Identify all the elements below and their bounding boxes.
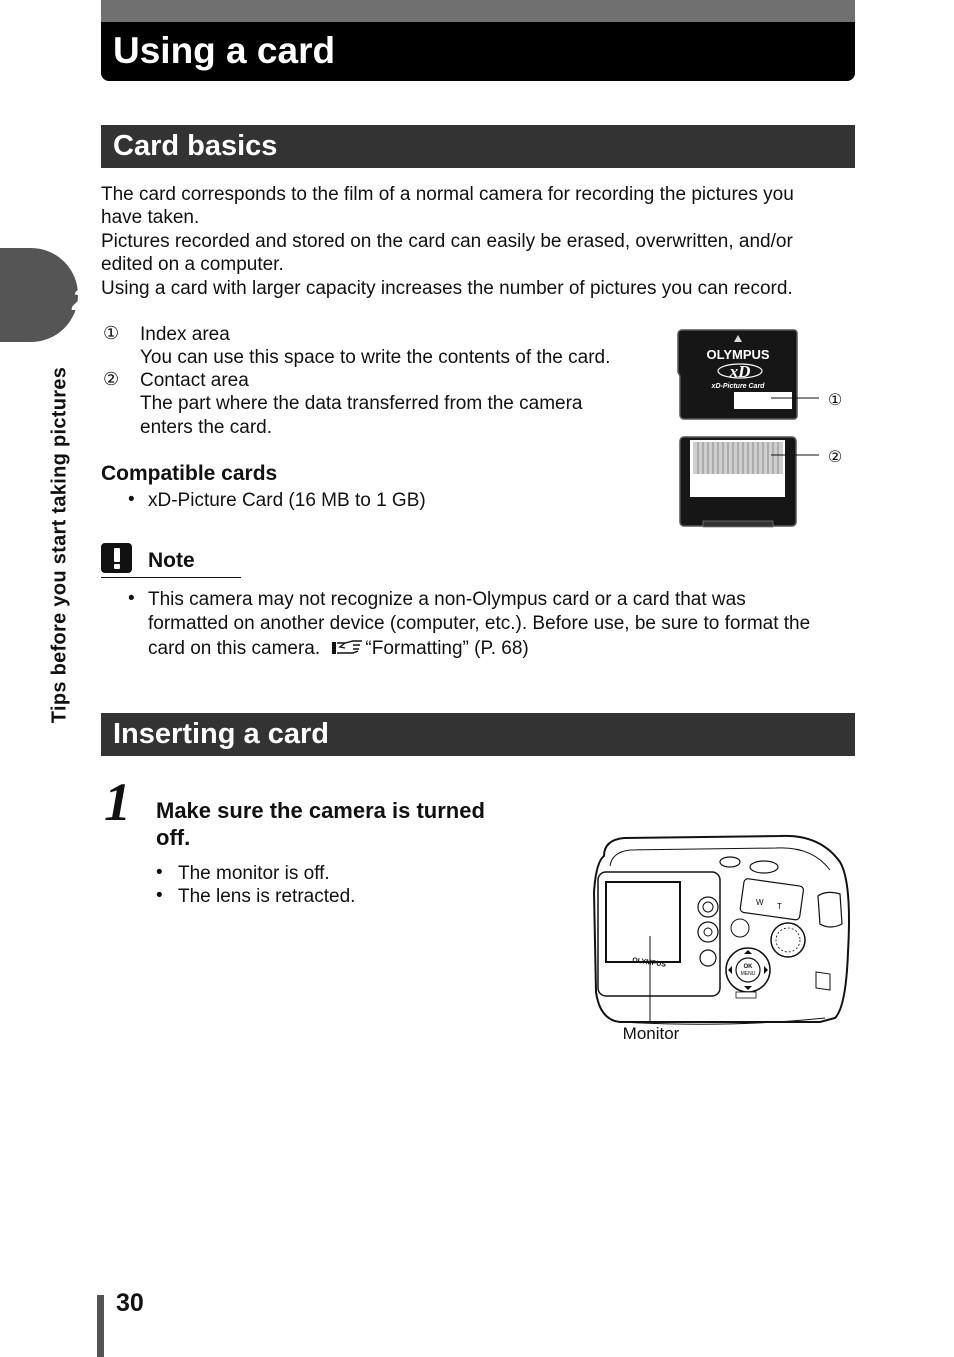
chapter-tab [0, 248, 78, 342]
paragraph-line: The card corresponds to the film of a normal camera for recording the pictures you [101, 184, 794, 205]
note-line: formatted on another device (computer, etc.). Before use, be sure to format the [148, 613, 811, 635]
camera-figure [590, 832, 855, 1047]
callout-marker-1: ① [827, 390, 843, 409]
zoom-label-w: W [756, 898, 764, 907]
page-number-bar [97, 1295, 104, 1357]
item-label: Index area [140, 324, 230, 345]
item-label: Contact area [140, 370, 249, 391]
intro-paragraphs [101, 183, 861, 300]
step-title [156, 797, 485, 851]
xd-card-figure [676, 328, 856, 533]
formatting-reference[interactable]: “Formatting” (P. 68) [365, 637, 529, 659]
note-line: This camera may not recognize a non-Olympus card or a card that was [148, 589, 746, 610]
compatible-heading: Compatible cards [101, 462, 278, 485]
paragraph-line: Pictures recorded and stored on the card can easily be erased, overwritten, and/or [101, 230, 793, 252]
note-line: card on this camera. [148, 637, 321, 659]
title-bar [101, 0, 855, 81]
item-index-area [140, 323, 670, 370]
compatible-item: xD-Picture Card (16 MB to 1 GB) [148, 490, 426, 511]
bullet: • [128, 489, 135, 510]
paragraph-line: Using a card with larger capacity increases the number of pictures you can record. [101, 277, 793, 299]
exclamation-glyph [101, 543, 132, 573]
camera-back-illustration [590, 832, 855, 1047]
card-brand: OLYMPUS [706, 347, 770, 362]
paragraph-line: edited on a computer. [101, 254, 284, 276]
card-name: xD-Picture Card [711, 383, 765, 390]
section-heading-inserting [101, 713, 855, 756]
section-heading-card-basics [101, 125, 855, 168]
item-desc: The part where the data transferred from the camera [140, 393, 583, 415]
page-number: 30 [116, 1289, 144, 1317]
xd-card-illustration [676, 328, 856, 533]
paragraph-line: have taken. [101, 207, 200, 229]
card-logo: xD [729, 362, 751, 381]
section-heading-text: Card basics [113, 130, 278, 162]
step-number: 1 [104, 772, 131, 832]
camera-brand: OLYMPUS [631, 957, 667, 969]
note-text [148, 588, 868, 661]
step-bullet-lens: The lens is retracted. [178, 886, 356, 907]
chapter-number: 2 [72, 284, 89, 317]
item-marker-2: ② [103, 369, 120, 389]
bullet: • [156, 862, 163, 883]
note-line-last [148, 637, 868, 661]
step-title-line: Make sure the camera is turned [156, 798, 485, 823]
item-desc: enters the card. [140, 416, 273, 438]
note-underline [101, 577, 241, 578]
section-heading-text: Inserting a card [113, 718, 329, 750]
zoom-label-t: T [777, 902, 782, 911]
callout-marker-2: ② [827, 447, 843, 466]
step-bullet-monitor: The monitor is off. [178, 863, 330, 884]
side-label-text: Tips before you start taking pictures [48, 366, 71, 724]
item-marker-1: ① [103, 323, 120, 343]
exclamation-icon [101, 543, 132, 573]
ok-label: OK [743, 964, 753, 970]
item-desc: You can use this space to write the contents of the card. [140, 347, 611, 369]
title-strip [101, 0, 855, 22]
step-title-line: off. [156, 825, 191, 850]
item-contact-area [140, 369, 670, 439]
bullet: • [156, 885, 163, 906]
bullet: • [128, 588, 135, 609]
monitor-callout: Monitor [622, 1024, 680, 1043]
menu-label: MENU [740, 971, 756, 977]
pointing-hand-icon [331, 638, 365, 656]
note-title: Note [148, 549, 195, 572]
page-title: Using a card [113, 30, 336, 71]
